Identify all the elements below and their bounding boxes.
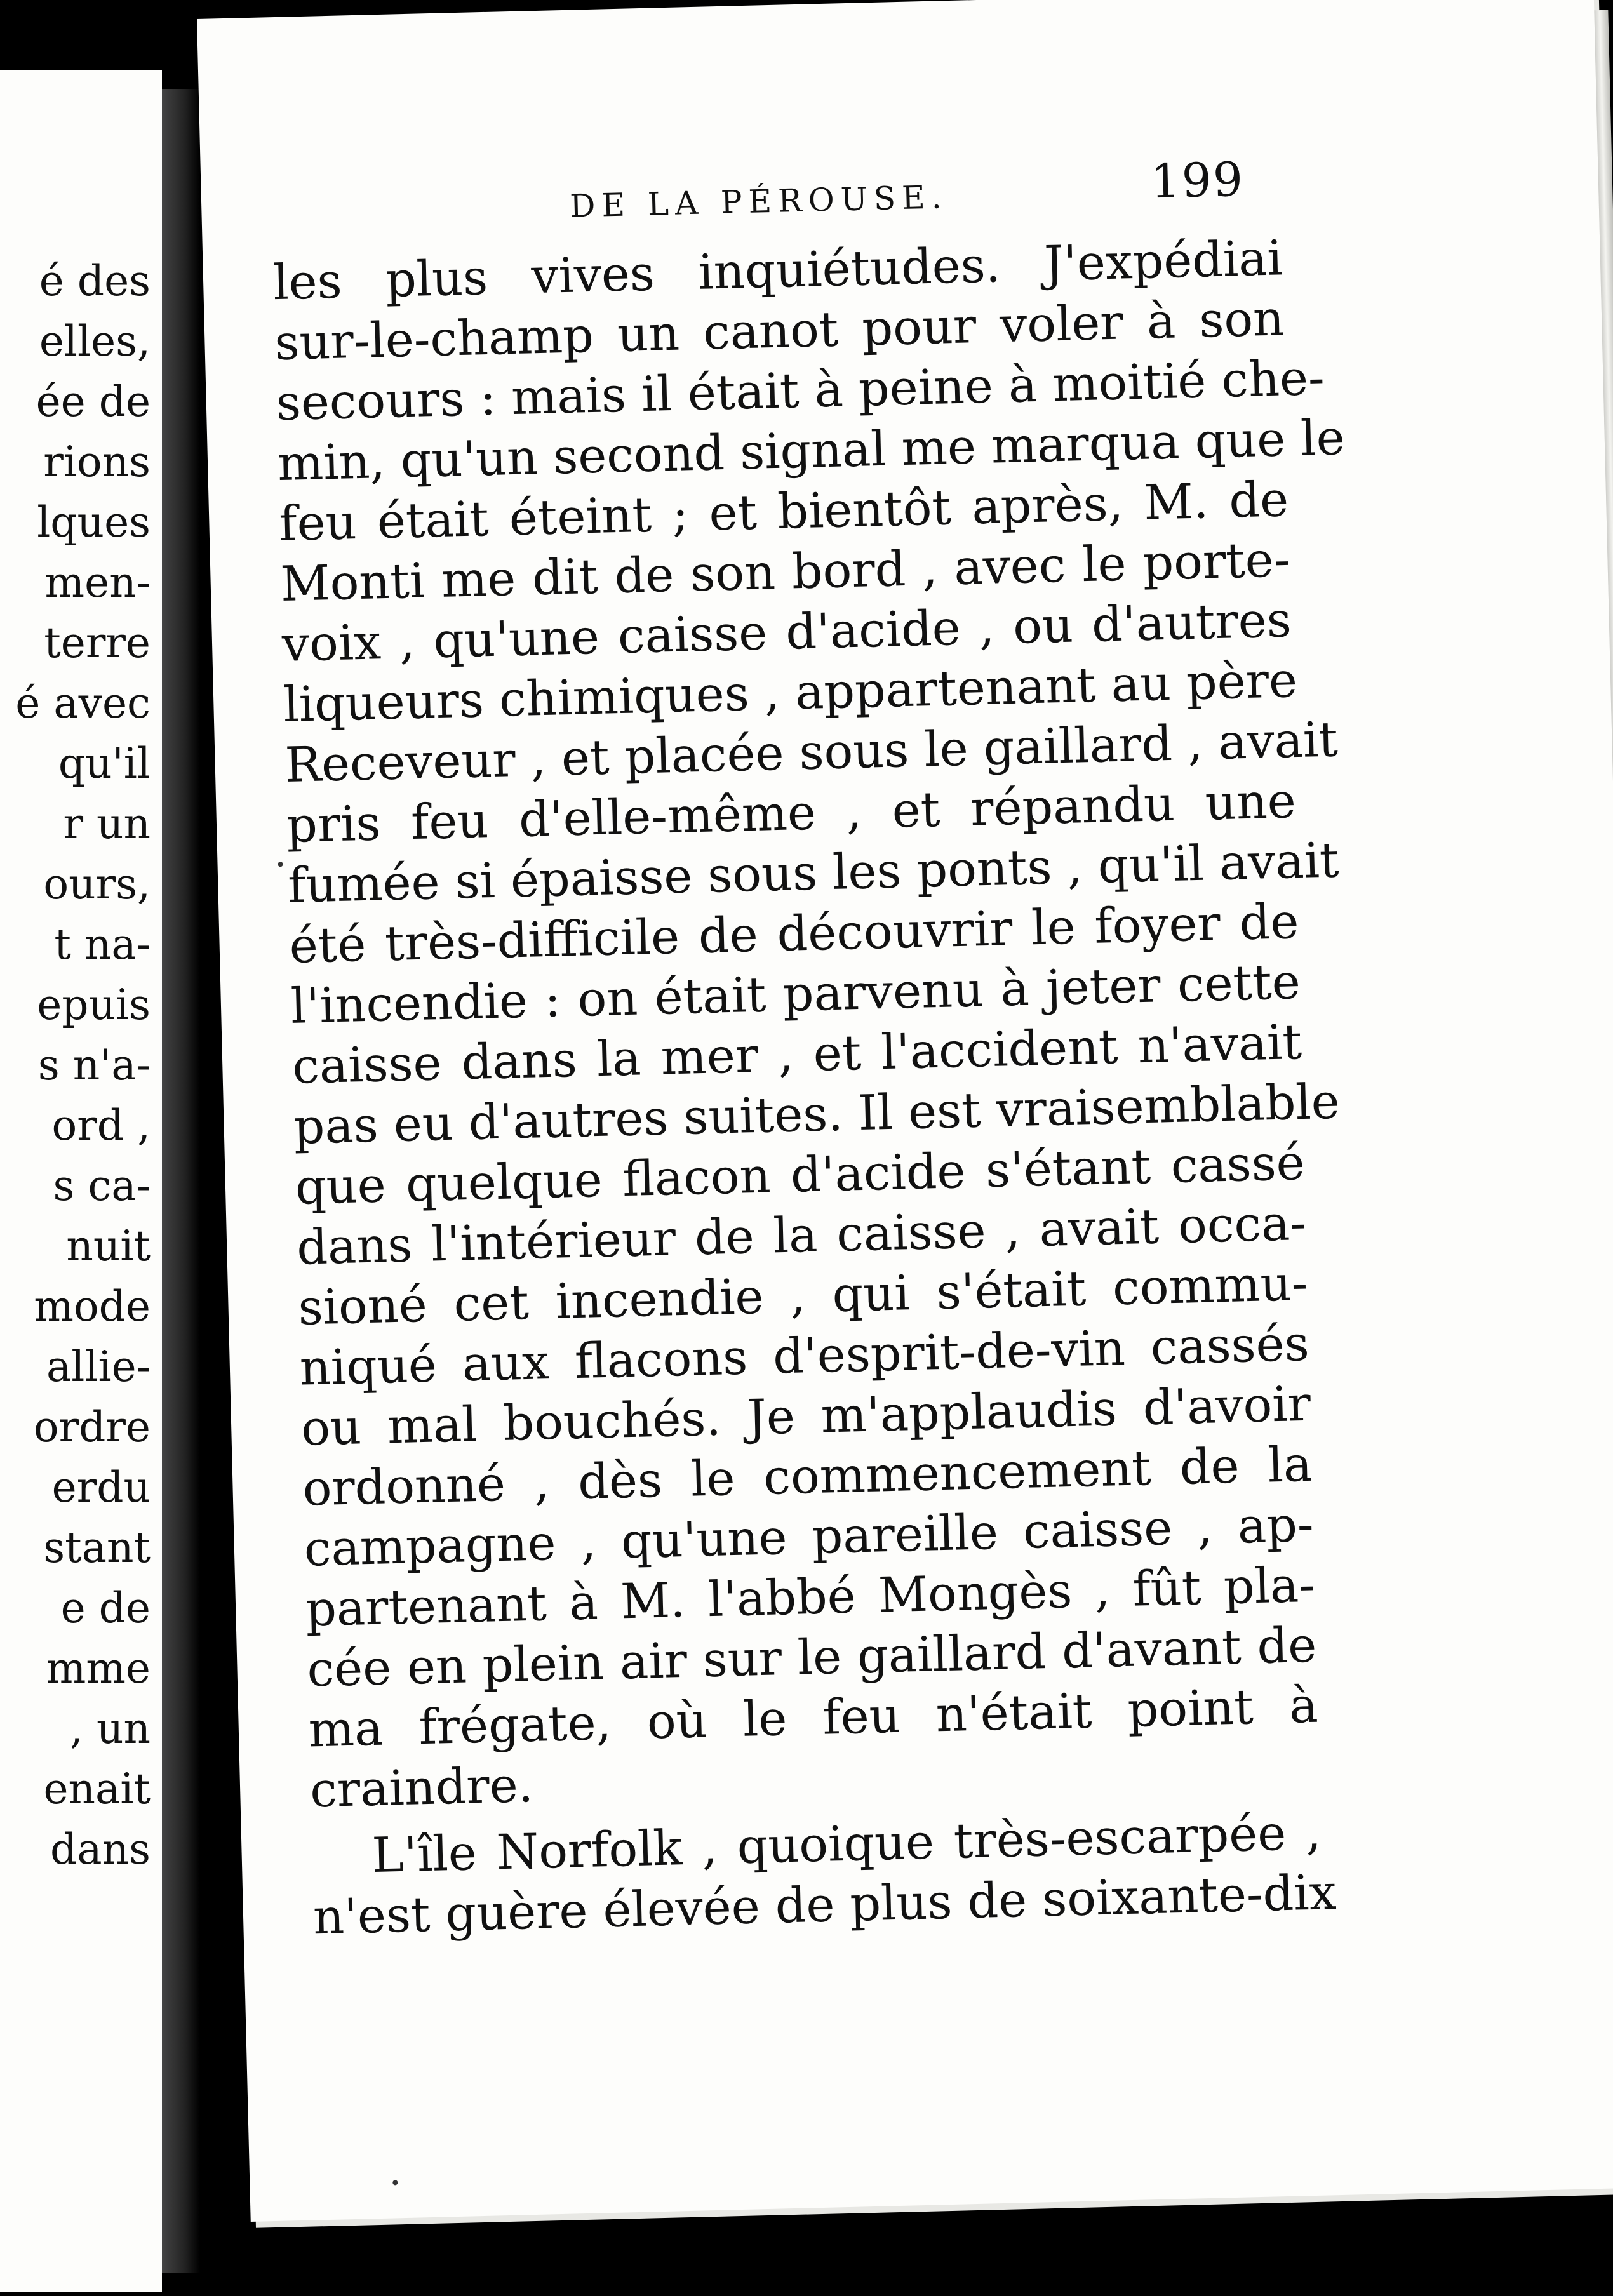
left-fragment: stant	[43, 1523, 151, 1572]
text-line: pas eu d'autres suites. Il est vraisemblable	[293, 1072, 1341, 1155]
left-fragment: mme	[46, 1644, 151, 1693]
left-fragment: mode	[34, 1282, 151, 1331]
text-line: partenant à M. l'abbé Mongès , fût pla-	[305, 1556, 1316, 1638]
text-line: secours : mais il était à peine à moitié che-	[275, 349, 1325, 432]
text-line: les plus vives inquiétudes. J'expédiai	[272, 229, 1283, 311]
text-line: niqué aux flacons d'esprit-de-vin cassés	[298, 1314, 1310, 1396]
left-fragment: , un	[70, 1704, 151, 1753]
left-fragment: é des	[39, 257, 151, 305]
text-line: sioné cet incendie , qui s'était commu-	[297, 1254, 1309, 1336]
body-text	[272, 227, 1346, 1947]
text-line: ma frégate, où le feu n'était point à	[307, 1676, 1319, 1758]
text-line: Monti me dit de son bord , avec le porte-	[279, 531, 1291, 613]
left-fragment: enait	[43, 1765, 151, 1813]
text-line: L'île Norfolk , quoique très-escarpée ,	[371, 1803, 1322, 1884]
text-line: feu était éteint ; et bientôt après, M. de	[278, 471, 1290, 552]
left-fragment: t na-	[54, 920, 151, 969]
left-fragment: ordre	[33, 1403, 151, 1452]
text-line: liqueurs chimiques , appartenant au père	[283, 651, 1298, 733]
previous-page-fragment	[0, 70, 162, 2292]
left-fragment: lques	[37, 498, 151, 547]
page-edge	[1594, 10, 1613, 2156]
book-gutter	[162, 89, 200, 2273]
book-page	[197, 0, 1613, 2222]
left-fragment: men-	[44, 558, 151, 607]
text-line: dans l'intérieur de la caisse , avait occa-	[296, 1194, 1307, 1276]
left-fragment: erdu	[51, 1463, 151, 1512]
left-fragment: r un	[63, 799, 151, 848]
left-fragment: ours,	[43, 860, 151, 909]
text-line: craindre.	[309, 1756, 534, 1819]
text-line: été très-difficile de découvrir le foyer de	[288, 893, 1300, 974]
text-line: voix , qu'une caisse d'acide , ou d'autres	[281, 591, 1292, 673]
left-fragment: epuis	[37, 980, 151, 1029]
text-line: Receveur , et placée sous le gaillard , avait	[284, 711, 1339, 793]
text-line: min, qu'un second signal me marqua que le	[277, 409, 1346, 492]
left-fragment: é avec	[15, 679, 151, 728]
text-line: ordonné , dès le commencement de la	[302, 1435, 1313, 1517]
left-fragment: ée de	[36, 377, 151, 426]
left-fragment: elles,	[39, 317, 151, 366]
paper-speck	[278, 862, 283, 867]
left-fragment: dans	[50, 1825, 151, 1874]
text-line: que quelque flacon d'acide s'étant cassé	[294, 1133, 1306, 1215]
text-line: caisse dans la mer , et l'accident n'avait	[291, 1013, 1302, 1095]
text-line: fumée si épaisse sous les ponts , qu'il avait	[287, 831, 1340, 914]
text-line: l'incendie : on était parvenu à jeter cette	[290, 953, 1301, 1034]
text-line: ou mal bouchés. Je m'applaudis d'avoir	[300, 1375, 1311, 1457]
left-fragment: terre	[44, 618, 151, 667]
text-line: pris feu d'elle-même , et répandu une	[285, 772, 1297, 853]
left-fragment: qu'il	[58, 739, 151, 788]
page-number: 199	[1149, 152, 1245, 210]
text-line: sur-le-champ un canot pour voler à son	[274, 290, 1285, 371]
left-fragment: ord ,	[51, 1101, 151, 1150]
left-fragment: s ca-	[53, 1161, 151, 1210]
left-fragment: nuit	[66, 1222, 151, 1271]
text-line: campagne , qu'une pareille caisse , ap-	[303, 1495, 1315, 1577]
text-line: cée en plein air sur le gaillard d'avant de	[306, 1616, 1318, 1698]
left-fragment: s n'a-	[37, 1041, 151, 1090]
left-fragment: e de	[60, 1584, 151, 1632]
text-line: n'est guère élevée de plus de soixante-dix	[312, 1864, 1337, 1946]
running-head: DE LA PÉROUSE.	[569, 178, 949, 225]
left-fragment: allie-	[46, 1342, 151, 1391]
paper-speck	[392, 2180, 398, 2185]
left-fragment: rions	[43, 437, 151, 486]
